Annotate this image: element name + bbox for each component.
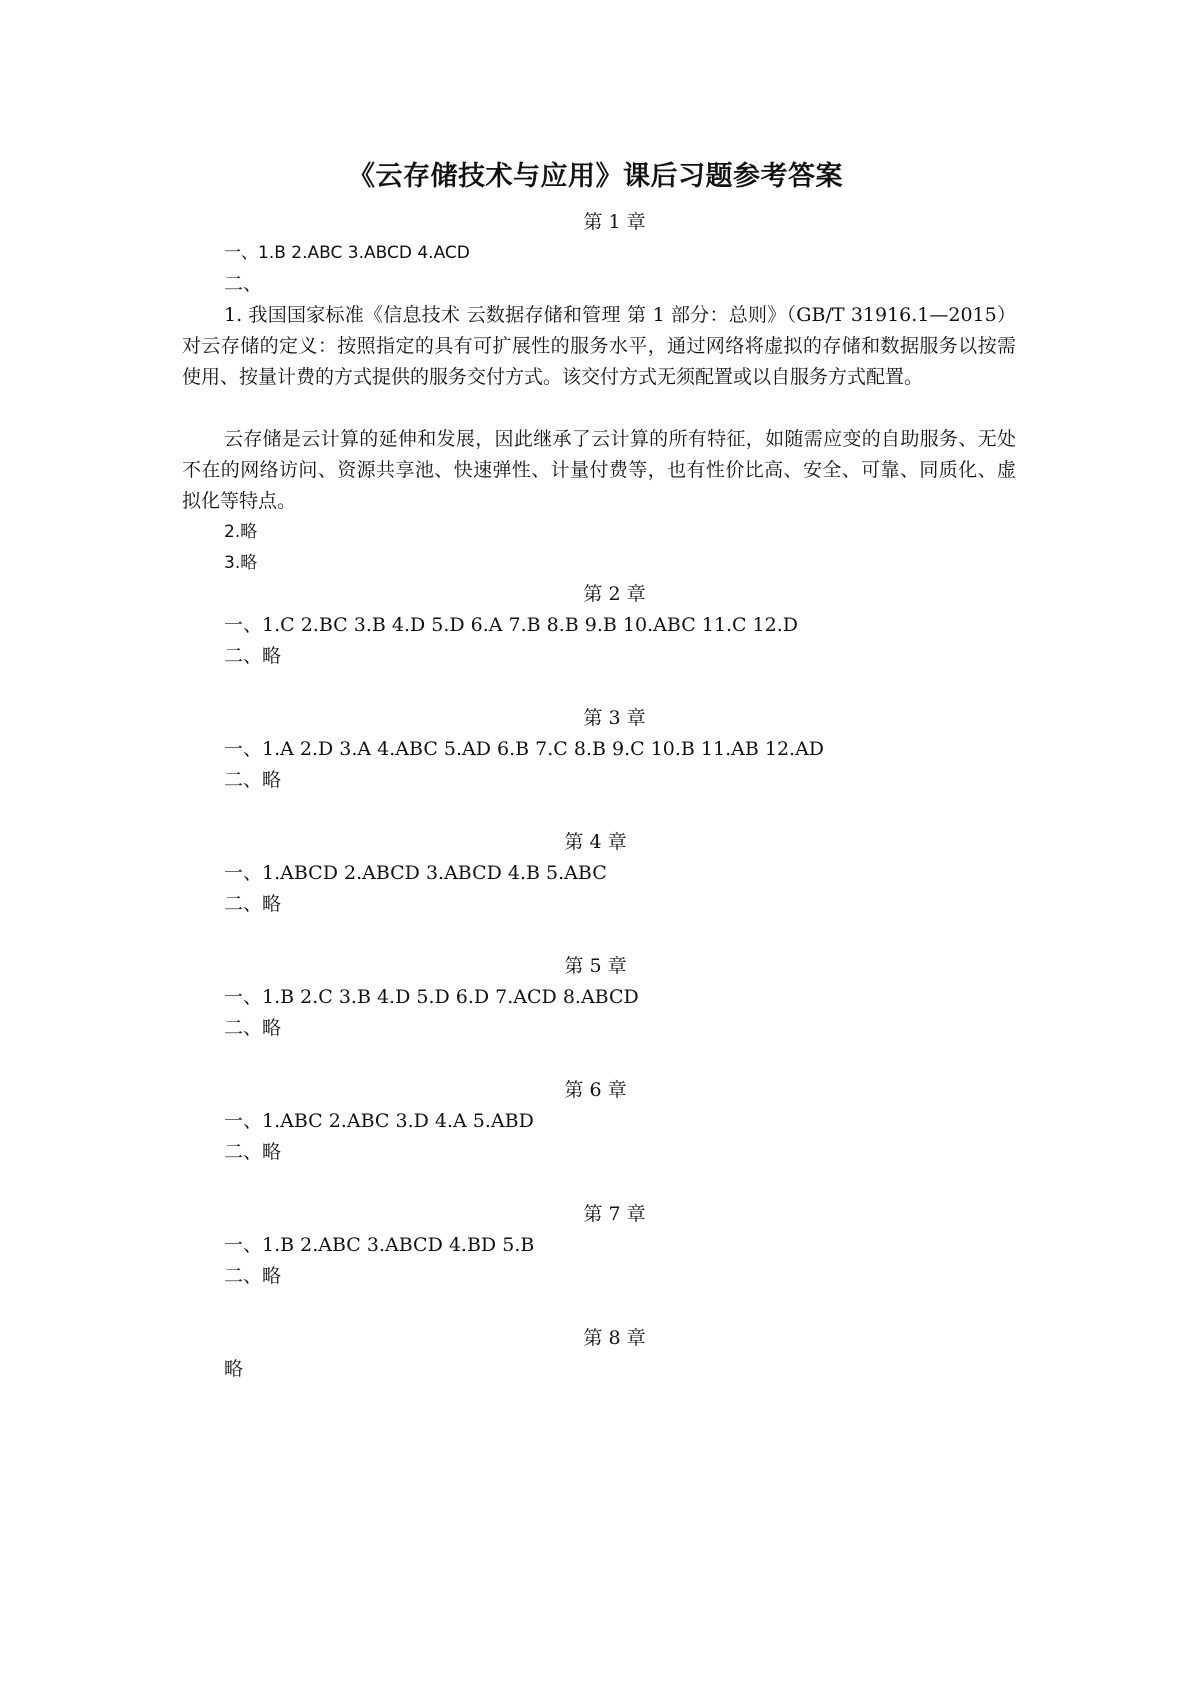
chapter-heading: 第 8 章: [583, 1327, 646, 1349]
chapter-heading: 第 3 章: [583, 707, 646, 729]
section-two-answer: 二、略: [224, 645, 282, 667]
choice-answers: 一、1.ABCD 2.ABCD 3.ABCD 4.B 5.ABC: [224, 862, 607, 884]
answer-paragraph-2: 云存储是云计算的延伸和发展，因此继承了云计算的所有特征，如随需应变的自助服务、无处不在的网络访问、资源共享池、快速弹性、计量付费等，也有性价比高、安全、可靠、同质化、虚拟化等特点。: [182, 428, 1016, 512]
section-two-answer: 二、略: [224, 1265, 282, 1287]
section-two-answer: 二、略: [224, 1017, 282, 1039]
section-two-answer: 二、略: [224, 1141, 282, 1163]
section-two-label: 二、: [224, 273, 263, 295]
answer-2: 2.略: [224, 522, 258, 542]
chapter-4: [0, 827, 1191, 920]
chapter-5: [0, 951, 1191, 1044]
chapter-1: [0, 207, 1191, 300]
choice-answers: 一、1.B 2.ABC 3.ABCD 4.ACD: [224, 243, 470, 263]
answer-3: 3.略: [224, 553, 258, 573]
choice-answers: 一、1.C 2.BC 3.B 4.D 5.D 6.A 7.B 8.B 9.B 10.ABC 11.C 12.D: [224, 614, 799, 636]
chapter-heading: 第 6 章: [564, 1079, 627, 1101]
chapter-heading: 第 2 章: [583, 583, 646, 605]
document-title: 《云存储技术与应用》课后习题参考答案: [348, 161, 843, 192]
chapter-heading: 第 7 章: [583, 1203, 646, 1225]
chapter-2: [0, 579, 1191, 672]
choice-answers: 一、1.B 2.ABC 3.ABCD 4.BD 5.B: [224, 1234, 535, 1256]
choice-answers: 一、1.ABC 2.ABC 3.D 4.A 5.ABD: [224, 1110, 534, 1132]
chapter-heading: 第 5 章: [564, 955, 627, 977]
section-two-answer: 二、略: [224, 769, 282, 791]
chapter-6: [0, 1075, 1191, 1168]
chapter-1-short-answers: [0, 517, 1191, 579]
chapter-3: [0, 703, 1191, 796]
chapter-heading: 第 4 章: [564, 831, 627, 853]
section-two-answer: 二、略: [224, 893, 282, 915]
choice-answers: 一、1.B 2.C 3.B 4.D 5.D 6.D 7.ACD 8.ABCD: [224, 986, 639, 1008]
chapter-heading: 第 1 章: [583, 211, 646, 233]
chapter-8: [0, 1323, 1191, 1385]
answer-paragraph-1: 1. 我国国家标准《信息技术 云数据存储和管理 第 1 部分：总则》（GB/T 31916.1—2015）对云存储的定义：按照指定的具有可扩展性的服务水平，通过网络将虚拟的存储和数据服务以按需使用、按量计费的方式提供的服务交付方式。该交付方式无须配置或以自服务方式配置。: [182, 304, 1016, 388]
choice-answers: 一、1.A 2.D 3.A 4.ABC 5.AD 6.B 7.C 8.B 9.C 10.B 11.AB 12.AD: [224, 738, 825, 760]
chapter-7: [0, 1199, 1191, 1292]
chapter-body: 略: [224, 1358, 244, 1380]
